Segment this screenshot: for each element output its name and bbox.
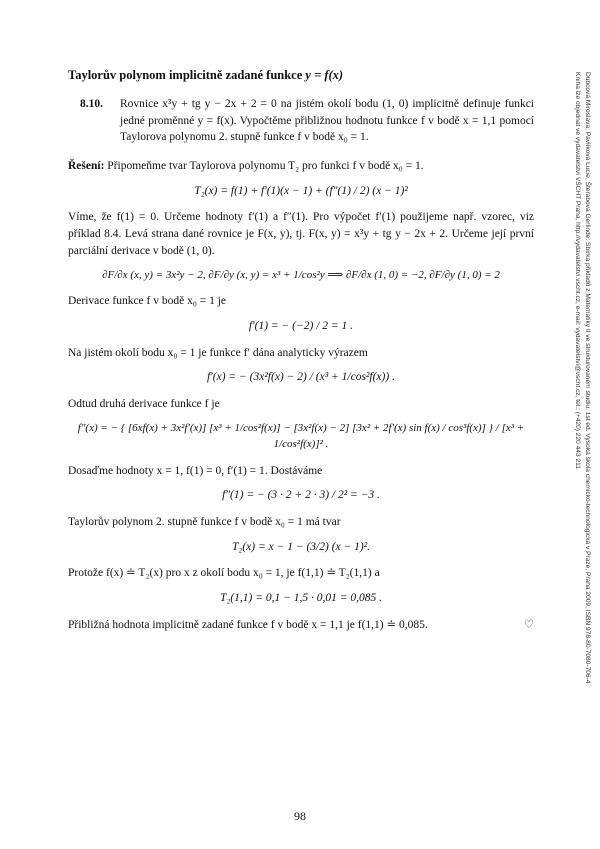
problem	[68, 96, 534, 146]
paragraph-8: Přibližná hodnota implicitně zadané funkce f v bodě x = 1,1 je f(1,1) ≐ 0,085.	[68, 618, 428, 631]
paragraph-8-wrap	[68, 617, 534, 634]
side-note	[574, 72, 591, 772]
paragraph-4: Odtud druhá derivace funkce f je	[68, 398, 220, 411]
section-title-text: Taylorův polynom implicitně zadané funkce	[68, 68, 303, 82]
page-content	[68, 66, 534, 639]
side-note-line-1: Dubcová Miroslava, Pavlíková Lucie, Šterabová Gerlinde: Sbírka příkladů z Matematiky II ve strukturovaném studiu. 1st ed. Vysoká škola chemicko-technologická v Praze, Praha 2009, ISBN 978-80-7080-706-4	[584, 72, 591, 684]
end-of-solution-icon: ♡	[523, 618, 534, 631]
section-title	[68, 66, 534, 84]
paragraph-7: Protože f(x) ≐ T₂(x) pro x z okolí bodu x₀ = 1, je f(1,1) ≐ T₂(1,1) a	[68, 567, 380, 580]
paragraph-2: Derivace funkce f v bodě x₀ = 1 je	[68, 295, 227, 308]
page-number: 98	[294, 809, 306, 823]
problem-text: Rovnice x³y + tg y − 2x + 2 = 0 na jistém okolí bodu (1, 0) implicitně definuje funkci jedné proměnné y = f(x). Vypočtěme přibližnou hodnotu funkce f v bodě x = 1,1 pomocí Taylorova polynomu 2. stupně funkce f v bodě x₀ = 1.	[120, 98, 534, 144]
paragraph-5: Dosaďme hodnoty x = 1, f(1) = 0, f′(1) = 1. Dostáváme	[68, 464, 323, 477]
solution-intro-paragraph	[68, 158, 534, 175]
problem-number: 8.10.	[80, 98, 103, 111]
equation-fsecond: f″(x) = − { [6xf(x) + 3x²f′(x)] [x³ + 1/cos²f(x)] − [3x²f(x) − 2] [3x² + 2f′(x) sin f(x) / cos³f(x)] } / [x³ + 1/cos²f(x)]² .	[77, 421, 525, 450]
paragraph-1: Víme, že f(1) = 0. Určeme hodnoty f′(1) a f″(1). Pro výpočet f′(1) použijeme např. vzorec, viz příklad 8.4. Levá strana dané rovnice je F(x, y), tj. F(x, y) = x³y + tg y − 2x + 2. Určeme její první parciální derivace v bodě (1, 0).	[68, 211, 534, 257]
paragraph-6: Taylorův polynom 2. stupně funkce f v bodě x₀ = 1 má tvar	[68, 516, 341, 529]
equation-fsecond-1: f″(1) = − (3 · 2 + 2 · 3) / 2² = −3 .	[222, 489, 380, 502]
equation-partials: ∂F/∂x (x, y) = 3x²y − 2, ∂F/∂y (x, y) = x³ + 1/cos²y ⟹ ∂F/∂x (1, 0) = −2, ∂F/∂y (1, 0) = 2	[102, 268, 500, 281]
equation-t2-value: T₂(1,1) = 0,1 − 1,5 · 0,01 = 0,085 .	[219, 592, 383, 605]
equation-fprime: f′(x) = − (3x²f(x) − 2) / (x³ + 1/cos²f(x)) .	[207, 371, 395, 384]
equation-fprime-1: f′(1) = − (−2) / 2 = 1 .	[248, 320, 354, 333]
paragraph-3: Na jistém okolí bodu x₀ = 1 je funkce f′ dána analyticky výrazem	[68, 346, 368, 359]
equation-taylor: T₂(x) = f(1) + f′(1)(x − 1) + (f″(1) / 2) (x − 1)²	[194, 184, 408, 197]
solution-label: Řešení:	[68, 160, 105, 173]
section-title-math: y = f(x)	[305, 68, 344, 82]
equation-t2: T₂(x) = x − 1 − (3/2) (x − 1)².	[231, 540, 371, 553]
side-note-line-2: Kniha lze objednat ve vydavatelství VŠCHT Praha, http://vydavatelstvi.vscht.cz, e-mail: vydavatelstvi@vscht.cz, tel.: (+420) 220 443 211	[574, 72, 581, 469]
solution-intro: Připomeňme tvar Taylorova polynomu T₂ pro funkci f v bodě x₀ = 1.	[107, 160, 424, 173]
